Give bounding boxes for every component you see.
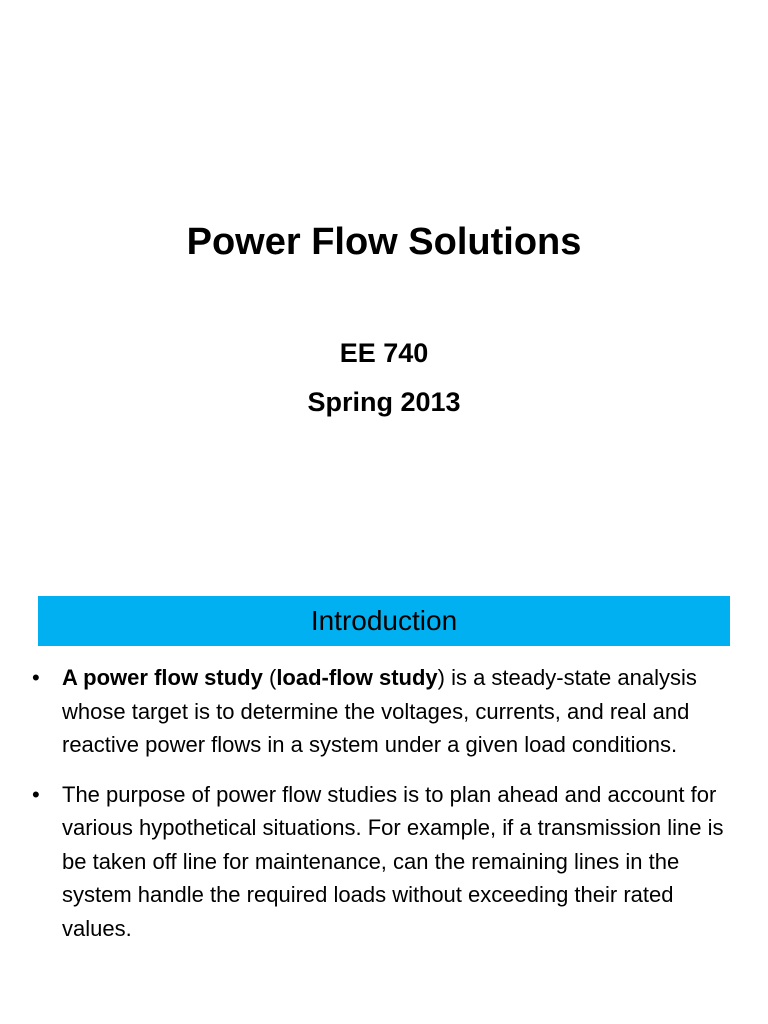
slide-title: Power Flow Solutions xyxy=(186,221,582,263)
section-header-bar xyxy=(38,596,730,646)
term-label: Spring 2013 xyxy=(307,387,461,417)
term-power-flow-study: A power flow study xyxy=(62,665,263,690)
bullet-item xyxy=(30,661,740,762)
bullet-icon: • xyxy=(32,665,40,690)
bullet-icon: • xyxy=(32,781,40,807)
bullet-text: ( xyxy=(262,665,277,690)
term-load-flow-study: load-flow study xyxy=(276,665,438,690)
bullet-item xyxy=(30,778,740,946)
course-code: EE 740 xyxy=(339,338,429,368)
section-heading: Introduction xyxy=(310,605,458,636)
bullet-text: ) is a steady-state analysis whose target is to determine the voltages, currents, and real and reactive power flows in a system under a given load conditions. xyxy=(62,665,697,757)
bullet-list xyxy=(30,661,740,961)
bullet-text: The purpose of power flow studies is to plan ahead and account for various hypothetical situations. For example, if a transmission line is be taken off line for maintenance, can the remaining lines in the system handle the required loads without exceeding their rated values. xyxy=(62,781,724,941)
